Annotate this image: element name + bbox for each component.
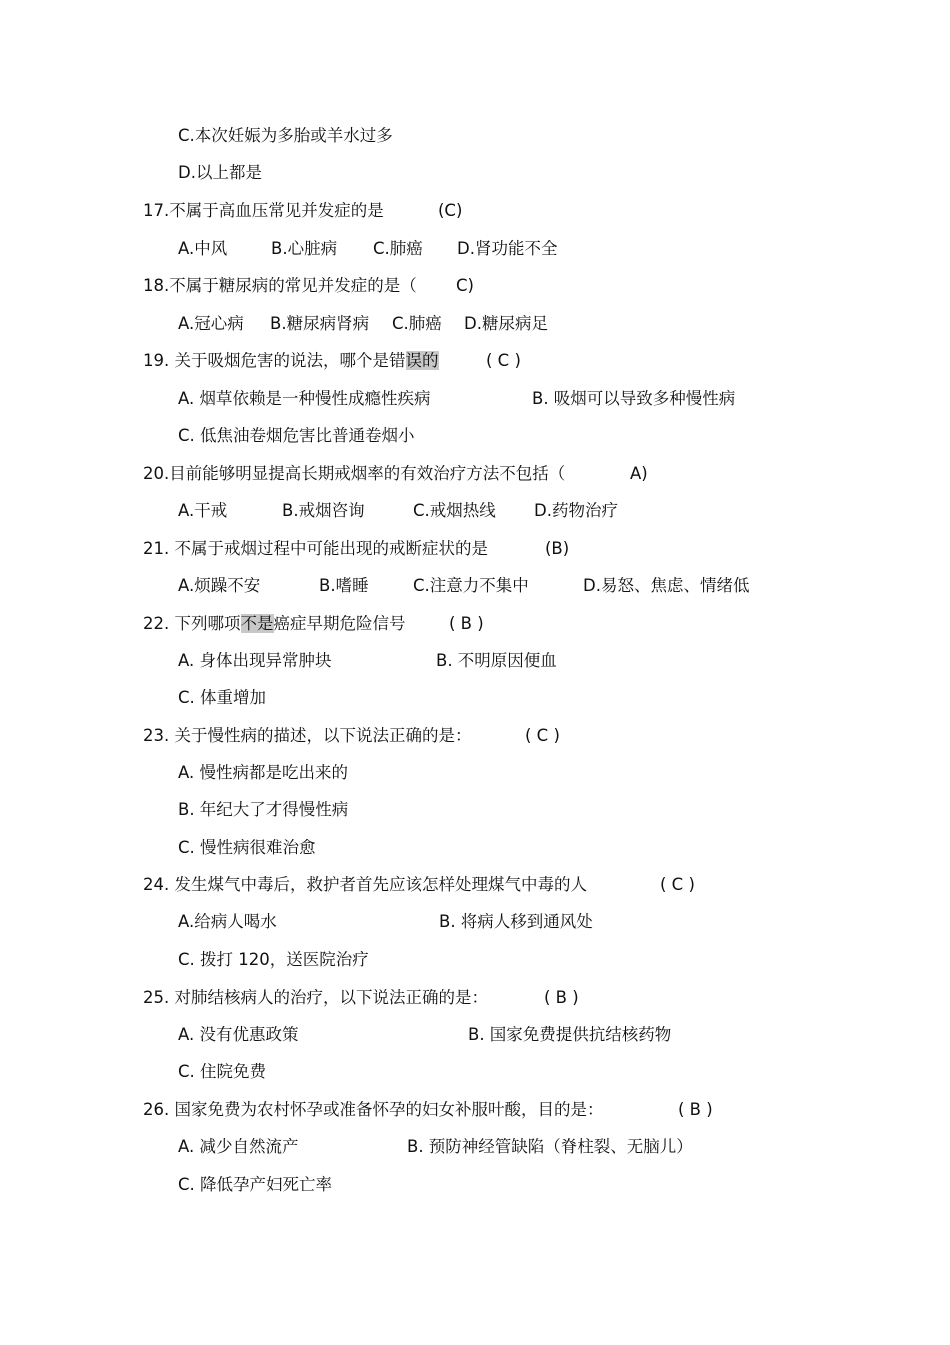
question-17-answer: (C) <box>438 201 463 220</box>
question-25-stem: 25. 对肺结核病人的治疗，以下说法正确的是： <box>143 988 488 1007</box>
question-23-answer: ( C ) <box>525 726 560 745</box>
question-22-stem: 22. 下列哪项不是癌症早期危险信号 <box>143 614 406 633</box>
question-21-stem: 21. 不属于戒烟过程中可能出现的戒断症状的是 <box>143 539 488 558</box>
q22-option-c: C. 体重增加 <box>178 688 267 707</box>
q16-option-d: D.以上都是 <box>178 163 262 182</box>
q24-option-b: B. 将病人移到通风处 <box>439 912 593 931</box>
question-20-answer: A) <box>630 464 648 483</box>
question-21-answer: (B) <box>545 539 570 558</box>
question-24-stem: 24. 发生煤气中毒后，救护者首先应该怎样处理煤气中毒的人 <box>143 875 587 894</box>
question-18-stem: 18.不属于糖尿病的常见并发症的是（ <box>143 276 417 295</box>
q23-option-b: B. 年纪大了才得慢性病 <box>178 800 349 819</box>
q20-option-b: B.戒烟咨询 <box>282 501 365 520</box>
q18-option-c: C.肺癌 <box>392 314 442 333</box>
q20-option-c: C.戒烟热线 <box>413 501 496 520</box>
question-18-answer: C) <box>456 276 474 295</box>
q25-option-a: A. 没有优惠政策 <box>178 1025 299 1044</box>
q19-option-b: B. 吸烟可以导致多种慢性病 <box>532 389 736 408</box>
highlighted-text: 误的 <box>405 351 439 370</box>
question-19-stem: 19. 关于吸烟危害的说法，哪个是错误的 <box>143 351 439 370</box>
q20-option-d: D.药物治疗 <box>534 501 618 520</box>
q21-option-a: A.烦躁不安 <box>178 576 261 595</box>
question-26-answer: ( B ) <box>678 1100 713 1119</box>
question-26-stem: 26. 国家免费为农村怀孕或准备怀孕的妇女补服叶酸，目的是： <box>143 1100 604 1119</box>
question-22-answer: ( B ) <box>449 614 484 633</box>
q26-option-c: C. 降低孕产妇死亡率 <box>178 1175 333 1194</box>
q17-option-a: A.中风 <box>178 239 228 258</box>
q17-option-d: D.肾功能不全 <box>457 239 558 258</box>
q21-option-b: B.嗜睡 <box>319 576 369 595</box>
question-20-stem: 20.目前能够明显提高长期戒烟率的有效治疗方法不包括（ <box>143 464 566 483</box>
q23-option-c: C. 慢性病很难治愈 <box>178 838 316 857</box>
q24-option-c: C. 拨打 120，送医院治疗 <box>178 950 369 969</box>
highlighted-text: 不是 <box>240 614 274 633</box>
q20-option-a: A.干戒 <box>178 501 228 520</box>
question-24-answer: ( C ) <box>660 875 695 894</box>
q22-option-a: A. 身体出现异常肿块 <box>178 651 332 670</box>
question-17-stem: 17.不属于高血压常见并发症的是 <box>143 201 384 220</box>
q18-option-d: D.糖尿病足 <box>464 314 548 333</box>
q17-option-b: B.心脏病 <box>271 239 338 258</box>
q19-option-a: A. 烟草依赖是一种慢性成瘾性疾病 <box>178 389 431 408</box>
q18-option-a: A.冠心病 <box>178 314 244 333</box>
q24-option-a: A.给病人喝水 <box>178 912 277 931</box>
question-25-answer: ( B ) <box>544 988 579 1007</box>
q25-option-c: C. 住院免费 <box>178 1062 267 1081</box>
q21-option-c: C.注意力不集中 <box>413 576 529 595</box>
q16-option-c: C.本次妊娠为多胎或羊水过多 <box>178 126 393 145</box>
q25-option-b: B. 国家免费提供抗结核药物 <box>468 1025 672 1044</box>
question-19-answer: ( C ) <box>486 351 521 370</box>
q26-option-b: B. 预防神经管缺陷（脊柱裂、无脑儿） <box>407 1137 693 1156</box>
q23-option-a: A. 慢性病都是吃出来的 <box>178 763 348 782</box>
q26-option-a: A. 减少自然流产 <box>178 1137 299 1156</box>
q19-option-c: C. 低焦油卷烟危害比普通卷烟小 <box>178 426 415 445</box>
q21-option-d: D.易怒、焦虑、情绪低 <box>583 576 750 595</box>
q22-option-b: B. 不明原因便血 <box>436 651 557 670</box>
q18-option-b: B.糖尿病肾病 <box>270 314 370 333</box>
q17-option-c: C.肺癌 <box>373 239 423 258</box>
question-23-stem: 23. 关于慢性病的描述，以下说法正确的是： <box>143 726 472 745</box>
